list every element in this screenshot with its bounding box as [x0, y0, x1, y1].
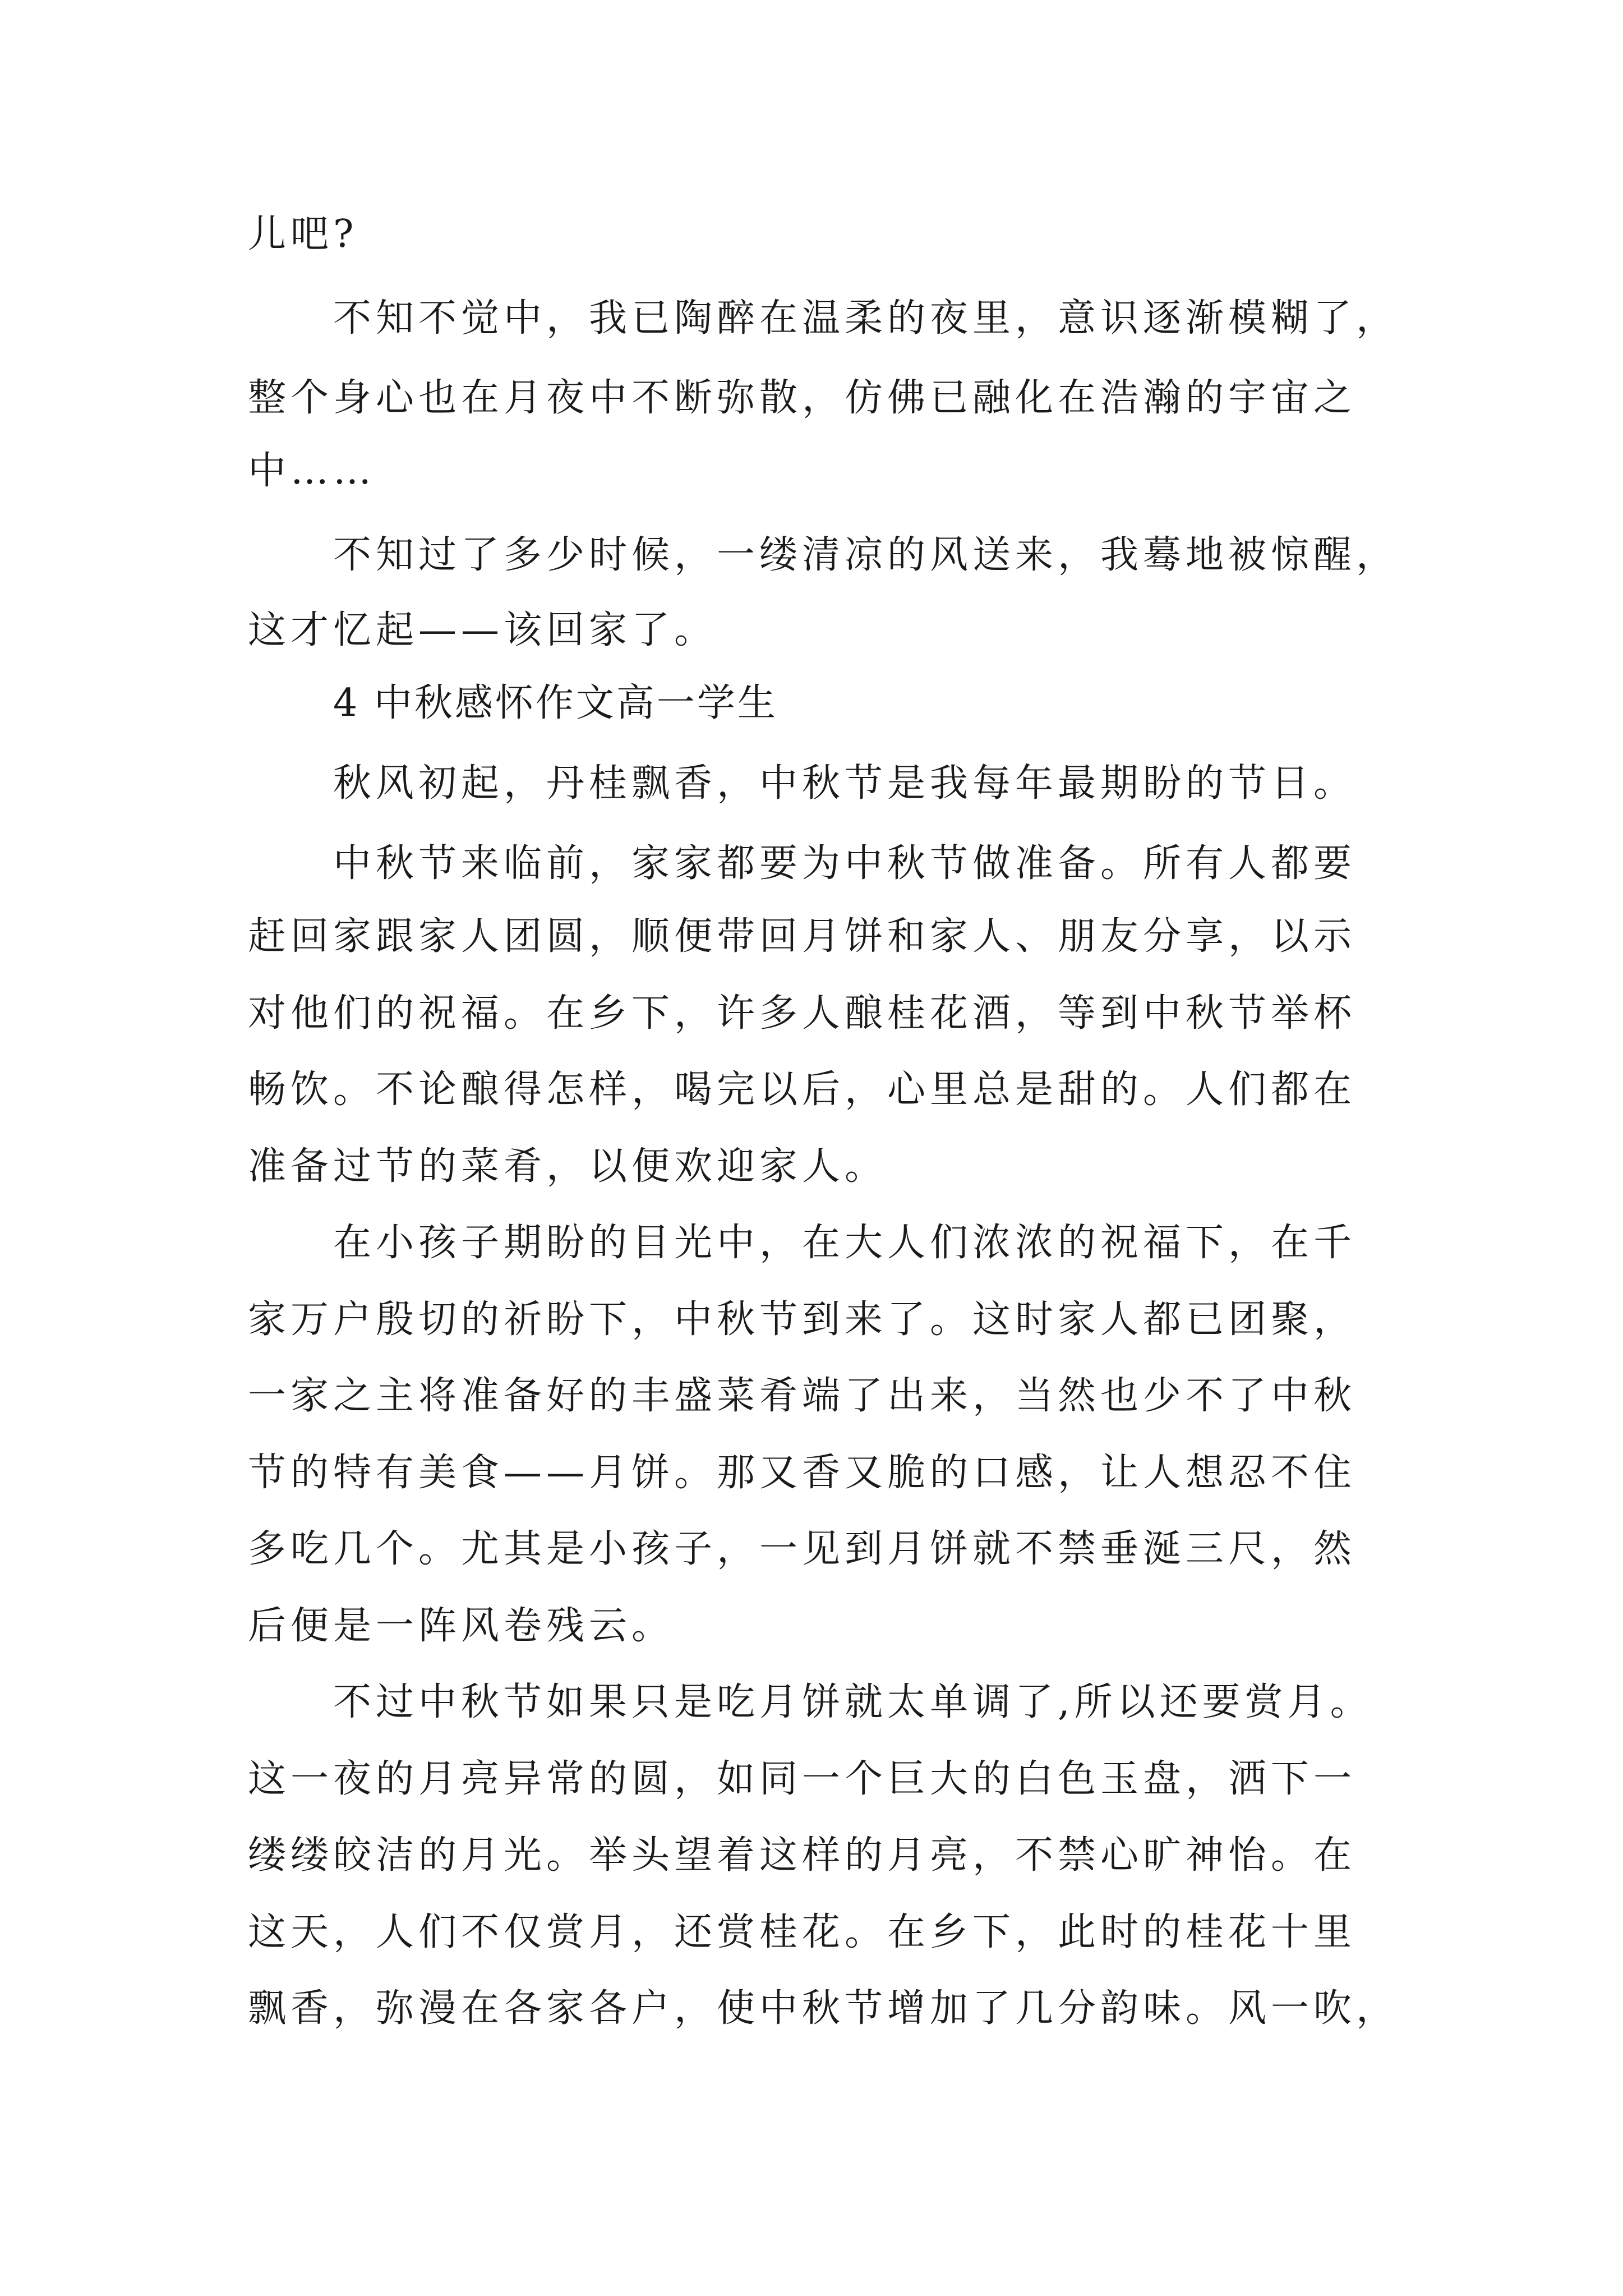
text-line: 一家之主将准备好的丰盛菜肴端了出来，当然也少不了中秋: [248, 1374, 1357, 1418]
text-line: 不过中秋节如果只是吃月饼就太单调了,所以还要赏月。: [333, 1680, 1373, 1724]
text-line: 在小孩子期盼的目光中，在大人们浓浓的祝福下，在千: [333, 1221, 1357, 1265]
text-line: 中秋节来临前，家家都要为中秋节做准备。所有人都要: [333, 841, 1357, 886]
section-heading: 4 中秋感怀作文高一学生: [333, 681, 778, 725]
text-line: 整个身心也在月夜中不断弥散，仿佛已融化在浩瀚的宇宙之: [248, 376, 1357, 420]
text-line: 这天，人们不仅赏月，还赏桂花。在乡下，此时的桂花十里: [248, 1910, 1357, 1954]
text-line: 儿吧?: [248, 212, 358, 256]
text-line: 飘香，弥漫在各家各户，使中秋节增加了几分韵味。风一吹，: [248, 1986, 1399, 2031]
text-line: 后便是一阵风卷残云。: [248, 1604, 675, 1648]
text-line: 不知不觉中，我已陶醉在温柔的夜里，意识逐渐模糊了，: [333, 296, 1399, 341]
text-line: 对他们的祝福。在乡下，许多人酿桂花酒，等到中秋节举杯: [248, 991, 1357, 1036]
text-line: 这才忆起——该回家了。: [248, 608, 717, 652]
text-line: 中……: [248, 449, 376, 493]
text-line: 节的特有美食——月饼。那又香又脆的口感，让人想忍不住: [248, 1451, 1357, 1495]
text-line: 秋风初起，丹桂飘香，中秋节是我每年最期盼的节日。: [333, 761, 1357, 806]
text-line: 缕缕皎洁的月光。举头望着这样的月亮，不禁心旷神怡。在: [248, 1833, 1357, 1878]
text-line: 畅饮。不论酿得怎样，喝完以后，心里总是甜的。人们都在: [248, 1068, 1357, 1112]
text-line: 不知过了多少时候，一缕清凉的风送来，我蓦地被惊醒，: [333, 533, 1399, 577]
text-line: 多吃几个。尤其是小孩子，一见到月饼就不禁垂涎三尺，然: [248, 1527, 1357, 1571]
text-line: 准备过节的菜肴，以便欢迎家人。: [248, 1144, 888, 1189]
text-line: 赶回家跟家人团圆，顺便带回月饼和家人、朋友分享，以示: [248, 914, 1357, 959]
text-line: 这一夜的月亮异常的圆，如同一个巨大的白色玉盘，洒下一: [248, 1757, 1357, 1801]
text-line: 家万户殷切的祈盼下，中秋节到来了。这时家人都已团聚，: [248, 1297, 1357, 1342]
